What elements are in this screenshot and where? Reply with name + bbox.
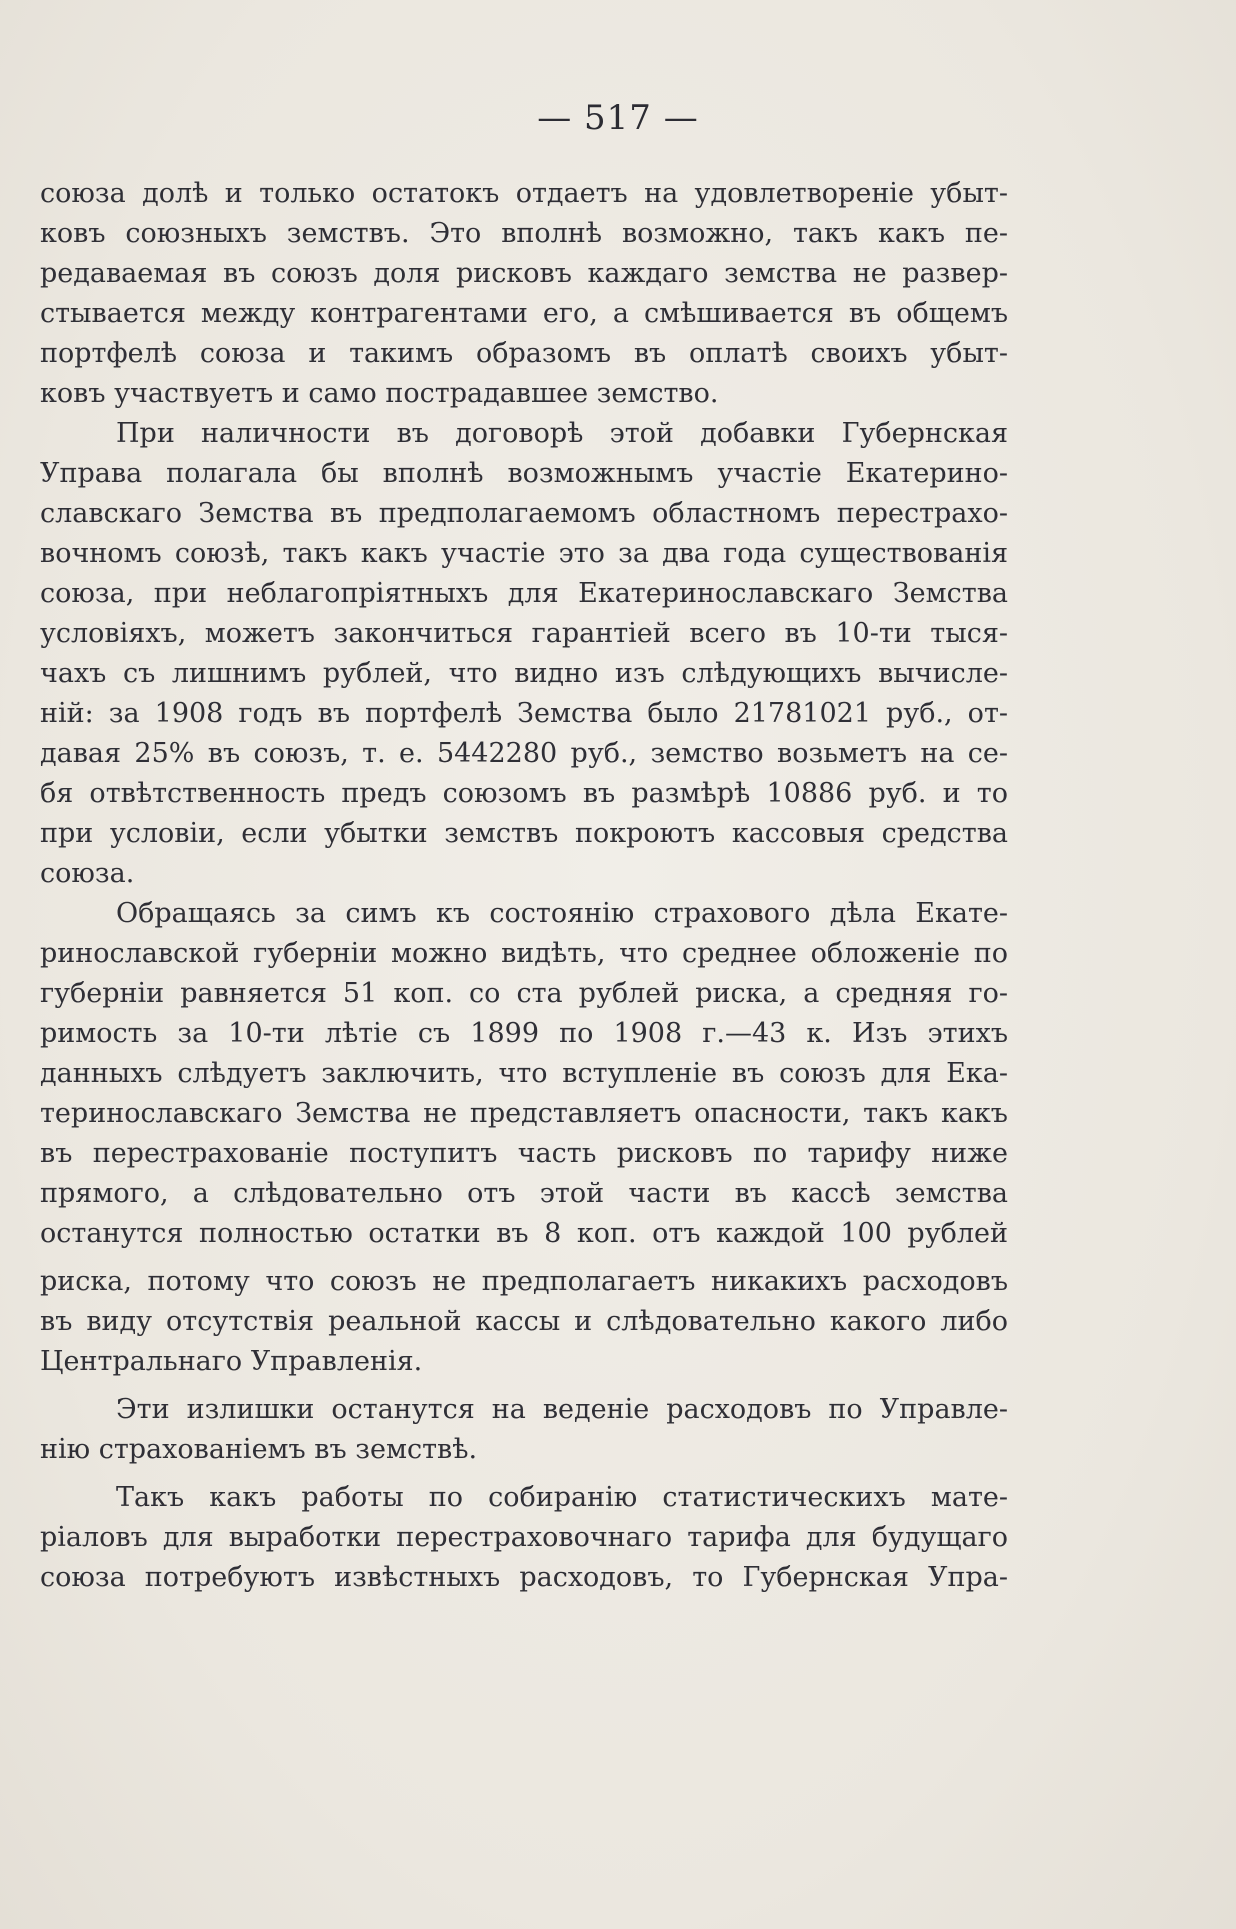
text-line: Управа полагала бы вполнѣ возможнымъ участіе Екатерино- <box>40 458 1008 489</box>
text-line: прямого, а слѣдовательно отъ этой части въ кассѣ земства <box>40 1178 1008 1209</box>
paragraph-2 <box>40 414 1008 894</box>
paragraph-3 <box>40 894 1008 1382</box>
body-text <box>40 174 1008 1598</box>
text-line: при условіи, если убытки земствъ покроютъ кассовыя средства <box>40 818 1008 849</box>
paragraph-5 <box>40 1478 1008 1598</box>
text-line: останутся полностью остатки въ 8 коп. отъ каждой 100 рублей <box>40 1218 1008 1249</box>
text-line: портфелѣ союза и такимъ образомъ въ оплатѣ своихъ убыт- <box>40 338 1008 369</box>
text-line: вочномъ союзѣ, такъ какъ участіе это за два года существованія <box>40 538 1008 569</box>
text-line: данныхъ слѣдуетъ заключить, что вступленіе въ союзъ для Ека- <box>40 1058 1008 1089</box>
page-number: — 517 — <box>537 98 699 138</box>
text-line: Эти излишки останутся на веденіе расходовъ по Управле- <box>116 1394 1008 1425</box>
paragraph-4 <box>40 1390 1008 1470</box>
text-line: условіяхъ, можетъ закончиться гарантіей всего въ 10-ти тыся- <box>40 618 1008 649</box>
text-line: редаваемая въ союзъ доля рисковъ каждаго земства не развер- <box>40 258 1008 289</box>
text-line: союза долѣ и только остатокъ отдаетъ на удовлетвореніе убыт- <box>40 178 1008 209</box>
text-line: ріаловъ для выработки перестраховочнаго тарифа для будущаго <box>40 1522 1008 1553</box>
paragraph-1 <box>40 174 1008 414</box>
text-line: При наличности въ договорѣ этой добавки Губернская <box>116 418 1008 449</box>
text-line: Центральнаго Управленія. <box>40 1346 423 1377</box>
text-line: Такъ какъ работы по собиранію статистическихъ мате- <box>116 1482 1008 1513</box>
text-line: бя отвѣтственность предъ союзомъ въ размѣрѣ 10886 руб. и то <box>40 778 1008 809</box>
text-line: римость за 10-ти лѣтіе съ 1899 по 1908 г.—43 к. Изъ этихъ <box>40 1018 1008 1049</box>
text-line: стывается между контрагентами его, а смѣшивается въ общемъ <box>40 298 1008 329</box>
text-line: союза, при неблагопріятныхъ для Екатеринославскаго Земства <box>40 578 1008 609</box>
text-line: ній: за 1908 годъ въ портфелѣ Земства было 21781021 руб., от- <box>40 698 1008 729</box>
text-line: славскаго Земства въ предполагаемомъ областномъ перестрахо- <box>40 498 1008 529</box>
text-line: давая 25% въ союзъ, т. е. 5442280 руб., земство возьметъ на се- <box>40 738 1008 769</box>
text-line: союза потребуютъ извѣстныхъ расходовъ, то Губернская Упра- <box>40 1562 1008 1593</box>
text-line: риска, потому что союзъ не предполагаетъ никакихъ расходовъ <box>40 1266 1008 1297</box>
text-line: губерніи равняется 51 коп. со ста рублей риска, а средняя го- <box>40 978 1008 1009</box>
text-line: нію страхованіемъ въ земствѣ. <box>40 1434 478 1465</box>
text-line: теринославскаго Земства не представляетъ опасности, такъ какъ <box>40 1098 1008 1129</box>
text-line: въ виду отсутствія реальной кассы и слѣдовательно какого либо <box>40 1306 1008 1337</box>
text-line: ковъ союзныхъ земствъ. Это вполнѣ возможно, такъ какъ пе- <box>40 218 1008 249</box>
text-line: въ перестрахованіе поступитъ часть рисковъ по тарифу ниже <box>40 1138 1008 1169</box>
text-line: ринославской губерніи можно видѣть, что среднее обложеніе по <box>40 938 1008 969</box>
text-line: чахъ съ лишнимъ рублей, что видно изъ слѣдующихъ вычисле- <box>40 658 1008 689</box>
text-line: союза. <box>40 858 135 889</box>
text-line: ковъ участвуетъ и само пострадавшее земство. <box>40 378 719 409</box>
text-line: Обращаясь за симъ къ состоянію страхового дѣла Екате- <box>116 898 1008 929</box>
